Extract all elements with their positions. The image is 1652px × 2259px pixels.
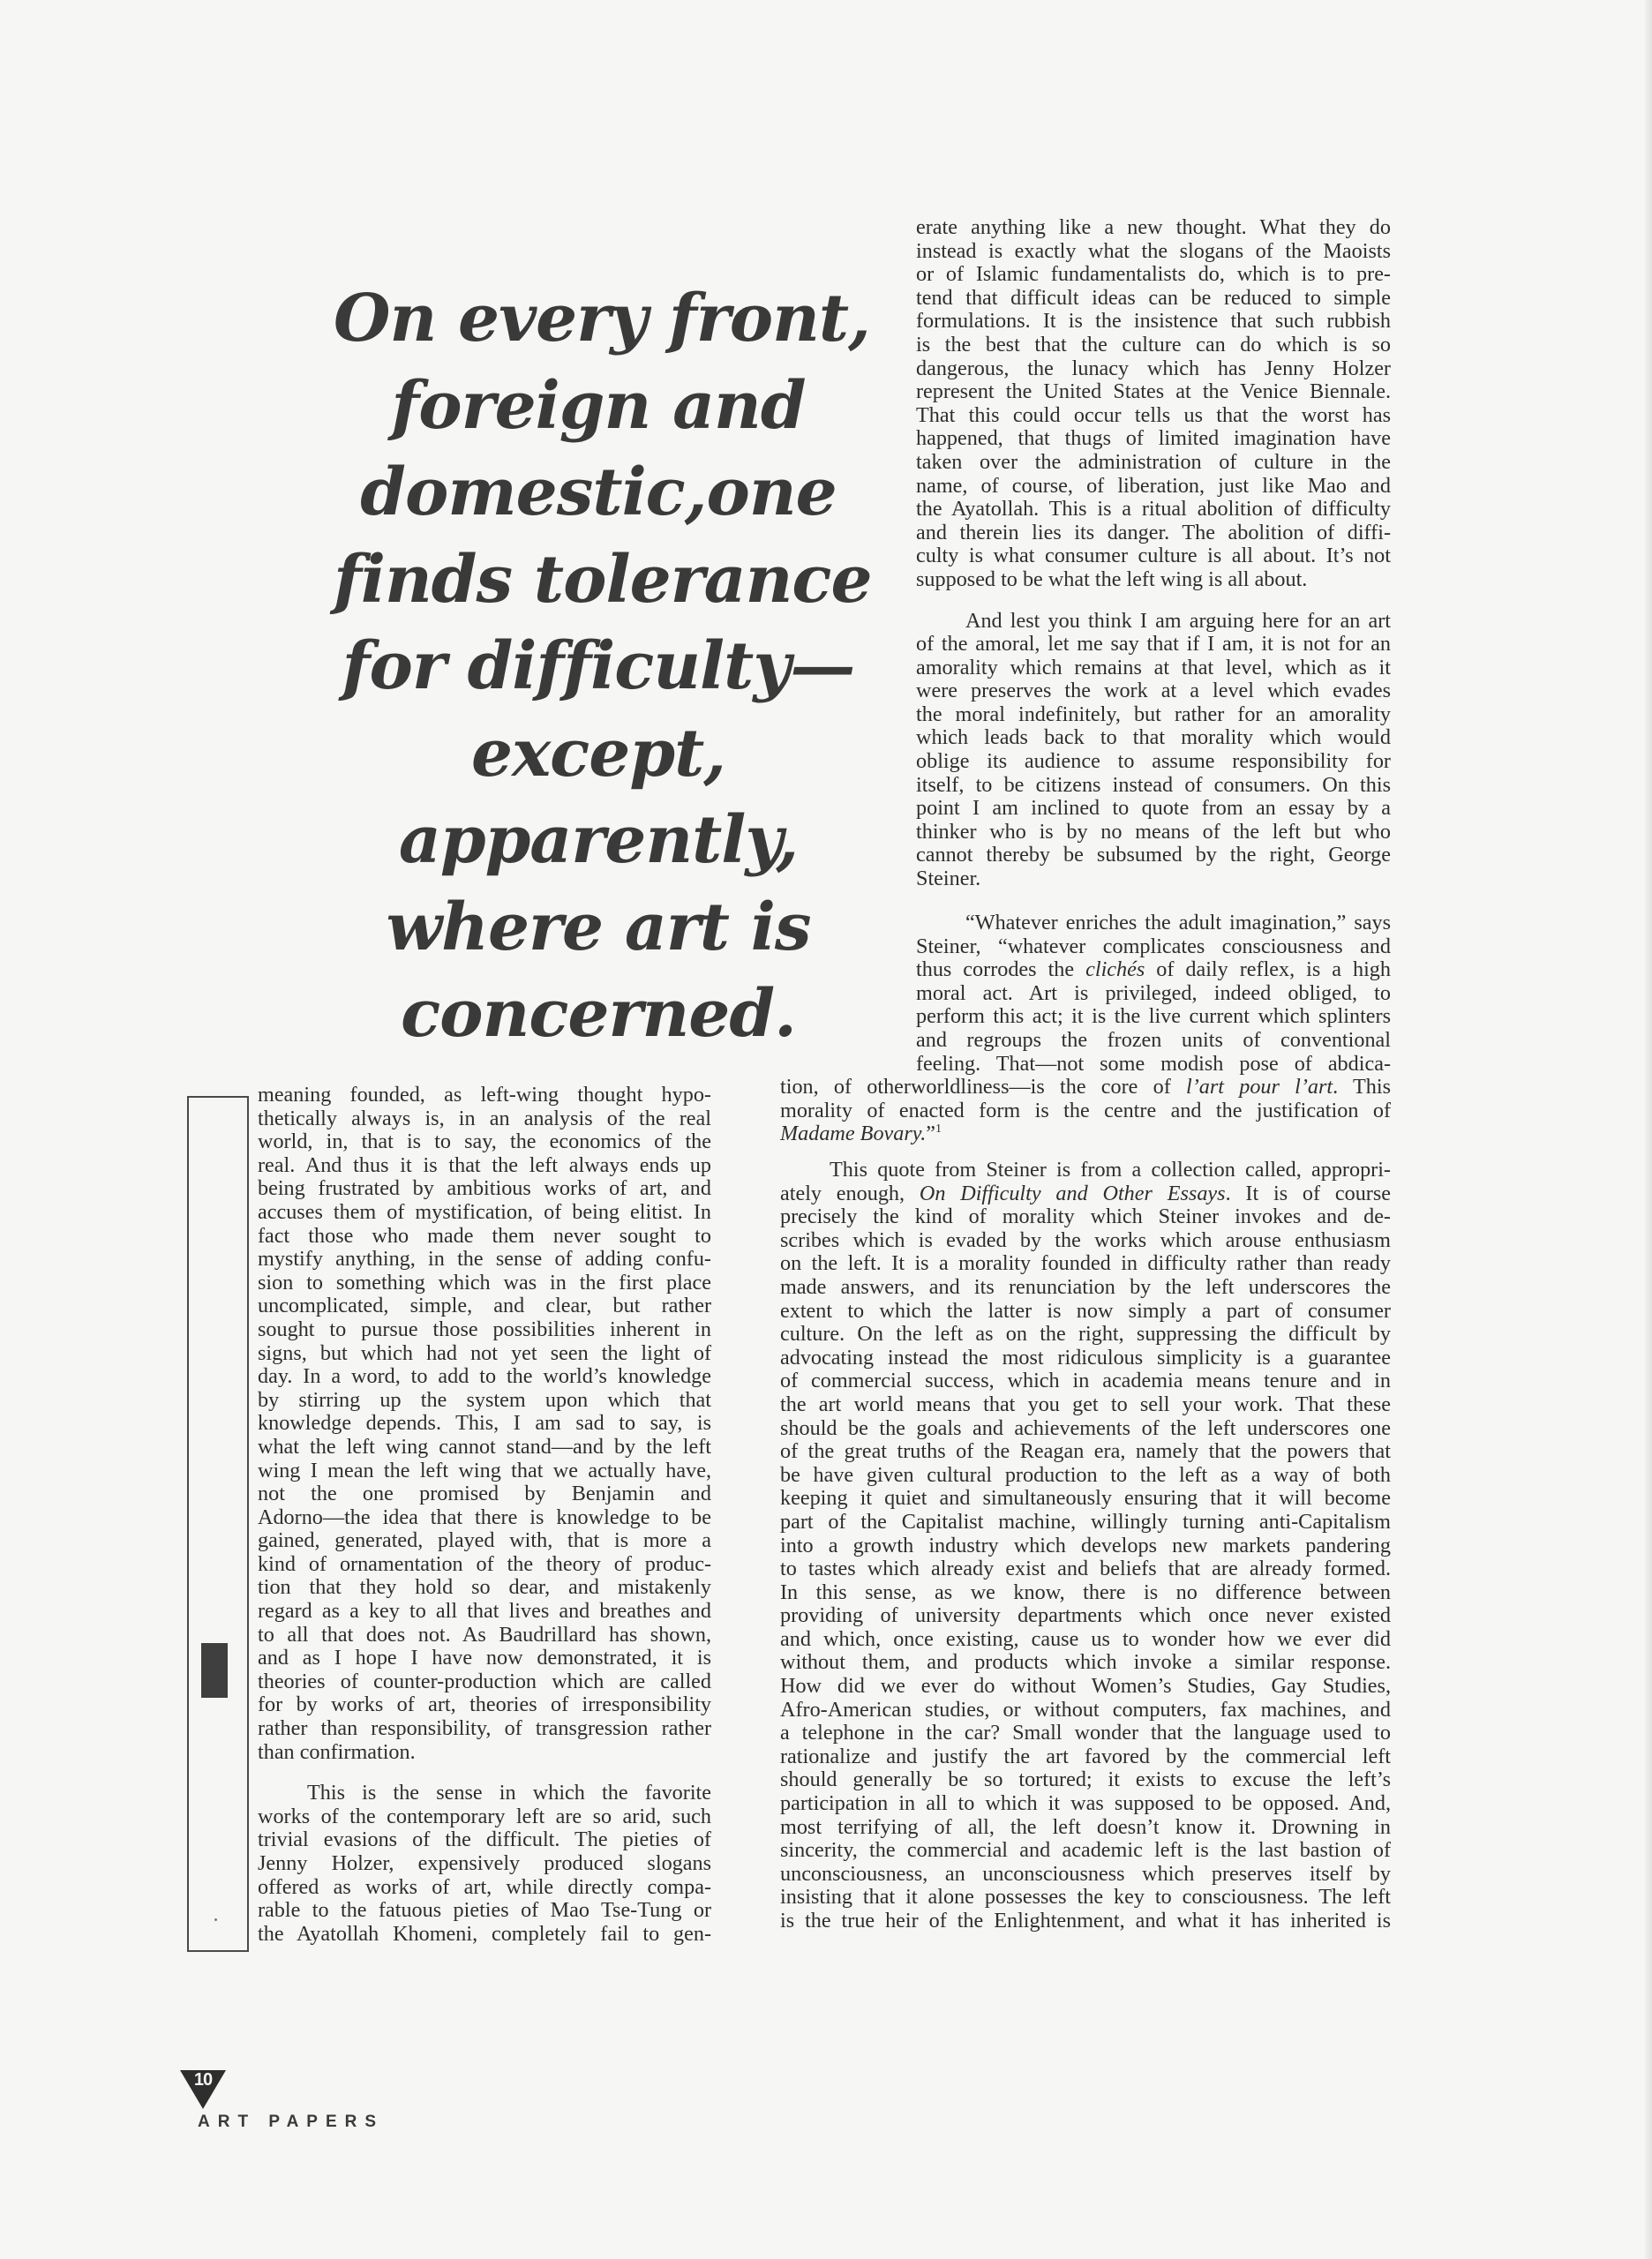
pull-quote — [334, 275, 872, 1058]
quote-line: Madame Bovary.”$^1$ — [780, 1122, 942, 1146]
pull-quote-line: for difficulty— — [342, 628, 855, 704]
text-line: ately enough, On Difficulty and Other Essays. It is of course — [780, 1181, 1392, 1205]
text-line: and regroups the frozen units of conventional — [916, 1027, 1391, 1052]
text-line: of the amoral, let me say that if I am, it is not for an — [916, 632, 1391, 657]
text-line: Jenny Holzer, expensively produced slogans — [258, 1851, 711, 1875]
text-line: participation in all to which it was supposed to be opposed. And, — [780, 1791, 1391, 1816]
text-line: by stirring up the system upon which that — [258, 1387, 711, 1412]
steiner-quote-paragraph — [916, 912, 1391, 1076]
text-line: sincerity, the commercial and academic left is the last bastion of — [780, 1838, 1391, 1863]
text-line: culture. On the left as on the right, suppressing the difficult by — [780, 1322, 1391, 1347]
text-line: And lest you think I am arguing here for an art — [965, 608, 1391, 633]
text-line: most terrifying of all, the left doesn’t know it. Drowning in — [780, 1814, 1391, 1839]
text-line: which leads back to that morality which would — [916, 725, 1391, 750]
quote-line: tion, of otherworldliness—is the core of l’art pour l’art. This — [780, 1075, 1391, 1099]
text-line: should generally be so tortured; it exists to excuse the left’s — [780, 1767, 1391, 1792]
text-line: to all that does not. As Baudrillard has shown, — [258, 1622, 711, 1647]
text-line: were preserves the work at a level which evades — [916, 679, 1391, 703]
text-line: scribes which is evaded by the works which arouse enthusiasm — [780, 1227, 1391, 1252]
text-line: on the left. It is a morality founded in difficulty rather than ready — [780, 1251, 1391, 1276]
text-line: rable to the fatuous pieties of Mao Tse-Tung or — [258, 1898, 711, 1923]
text-line: rationalize and justify the art favored by the commercial left — [780, 1744, 1391, 1768]
text-line: dangerous, the lunacy which has Jenny Holzer — [916, 356, 1391, 380]
footnote-marker[interactable]: 1 — [935, 1122, 942, 1137]
text-line: feeling. That—not some modish pose of abdica- — [916, 1051, 1391, 1076]
text-line: kind of ornamentation of the theory of produc- — [258, 1551, 711, 1576]
text-line: unconsciousness, an unconsciousness which preserves itself by — [780, 1861, 1391, 1886]
text-line: world, in, that is to say, the economics of the — [258, 1130, 711, 1154]
pull-quote-line: domestic,one — [360, 454, 837, 530]
text-line: erate anything like a new thought. What they do — [916, 215, 1391, 239]
text-line: perform this act; it is the live current which splinters — [916, 1004, 1391, 1029]
text-line: culty is what consumer culture is all about. It’s not — [916, 544, 1391, 568]
column-bracket-frame — [187, 1096, 249, 1952]
text-line: uncomplicated, simple, and clear, but rather — [258, 1294, 711, 1318]
text-line: not the one promised by Benjamin and — [258, 1482, 711, 1506]
text-line: theories of counter-production which are called — [258, 1669, 711, 1693]
text-line: Steiner, “whatever complicates consciousness and — [916, 934, 1391, 958]
text-line: the moral indefinitely, but rather for an amorality — [916, 702, 1391, 726]
text-line: to tastes which already exist and beliefs that are already formed. — [780, 1557, 1391, 1581]
pull-quote-line: concerned. — [401, 976, 796, 1052]
text-line: itself, to be citizens instead of consumers. On this — [916, 772, 1391, 797]
text-line: thus corrodes the clichés of daily reflex, is a high — [916, 957, 1391, 982]
text-line: advocating instead the most ridiculous simplicity is a guarantee — [780, 1345, 1391, 1370]
text-line: regard as a key to all that lives and breathes and — [258, 1599, 711, 1624]
column-marker-block — [201, 1643, 228, 1698]
paragraph — [258, 1782, 711, 1946]
paragraph — [916, 610, 1391, 891]
text-line: of the great truths of the Reagan era, namely that the powers that — [780, 1439, 1391, 1464]
steiner-quote-tail — [780, 1076, 1391, 1146]
book-title-italic: Madame Bovary. — [780, 1122, 927, 1146]
text-line: and as I hope I have now demonstrated, it is — [258, 1646, 711, 1670]
magazine-name: ART PAPERS — [198, 2113, 385, 2131]
text-line: gained, generated, played with, that is more a — [258, 1528, 711, 1553]
text-line: trivial evasions of the difficult. The pieties of — [258, 1827, 711, 1852]
text-line: or of Islamic fundamentalists do, which is to pre- — [916, 262, 1391, 287]
text-line: rather than responsibility, of transgression rather — [258, 1716, 711, 1741]
text-line: taken over the administration of culture in the — [916, 449, 1391, 474]
text-line: the Ayatollah Khomeni, completely fail to gen- — [258, 1921, 711, 1946]
text-line: “Whatever enriches the adult imagination,” says — [965, 911, 1391, 934]
text-line: signs, but which had not yet seen the light of — [258, 1340, 711, 1365]
text-line: keeping it quiet and simultaneously ensuring that it will become — [780, 1486, 1391, 1511]
book-title-italic: l’art pour l’art — [1186, 1075, 1333, 1099]
left-column-text — [258, 1084, 711, 1946]
text-line: Afro-American studies, or without computers, fax machines, and — [780, 1697, 1391, 1722]
text-line: tion that they hold so dear, and mistakenly — [258, 1575, 711, 1600]
page-number: 10 — [193, 2070, 213, 2090]
text-line: mystify anything, in the sense of adding confu- — [258, 1247, 711, 1272]
text-line: the Ayatollah. This is a ritual abolition of difficulty — [916, 497, 1391, 522]
text-line: than confirmation. — [258, 1739, 416, 1764]
text-line: extent to which the latter is now simply a part of consumer — [780, 1298, 1391, 1323]
text-line: works of the contemporary left are so arid, such — [258, 1804, 711, 1828]
text-line: cannot thereby be subsumed by the right, George — [916, 843, 1391, 867]
pull-quote-line: apparently, — [398, 802, 799, 878]
text-line: day. In a word, to add to the world’s knowledge — [258, 1364, 711, 1389]
text-line: fact those who made them never sought to — [258, 1223, 711, 1248]
text-line: moral act. Art is privileged, indeed obliged, to — [916, 980, 1391, 1005]
text-line: wing I mean the left wing that we actually have, — [258, 1458, 711, 1482]
pull-quote-line: finds tolerance — [334, 541, 872, 618]
quote-line: morality of enacted form is the centre and the justification of — [780, 1098, 1391, 1122]
text-line: name, of course, of liberation, just like Mao and — [916, 473, 1391, 498]
paragraph — [916, 216, 1391, 592]
text-line: offered as works of art, while directly compa- — [258, 1874, 711, 1899]
text-line: happened, that thugs of limited imagination have — [916, 426, 1391, 451]
text-line: what the left wing cannot stand—and by the left — [258, 1434, 711, 1459]
right-column-text — [916, 216, 1391, 891]
text-line: thinker who is by no means of the left but who — [916, 819, 1391, 844]
text-line: This quote from Steiner is from a collection called, appropri- — [830, 1158, 1391, 1182]
text-line: the art world means that you get to sell your work. That these — [780, 1392, 1391, 1416]
text-line: point I am inclined to quote from an essay by a — [916, 796, 1391, 821]
text-line: is the true heir of the Enlightenment, and what it has inherited is — [780, 1909, 1391, 1933]
text-line: Steiner. — [916, 867, 981, 891]
text-line: represent the United States at the Venice Biennale. — [916, 379, 1391, 404]
text-line: without them, and products which invoke a similar response. — [780, 1650, 1391, 1675]
pull-quote-line: where art is — [386, 889, 811, 965]
text-line: providing of university departments which once never existed — [780, 1603, 1391, 1628]
italic-word: clichés — [1085, 957, 1145, 982]
text-line: How did we ever do without Women’s Studies, Gay Studies, — [780, 1674, 1391, 1699]
text-line: Adorno—the idea that there is knowledge to be — [258, 1505, 711, 1529]
text-line: insisting that it alone possesses the key to consciousness. The left — [780, 1885, 1391, 1910]
text-line: part of the Capitalist machine, willingly turning anti-Capitalism — [780, 1509, 1391, 1534]
text-line: be have given cultural production to the left as a way of both — [780, 1462, 1391, 1487]
text-line: tend that difficult ideas can be reduced to simple — [916, 285, 1391, 310]
text-line: formulations. It is the insistence that such rubbish — [916, 309, 1391, 334]
text-line: is the best that the culture can do which is so — [916, 332, 1391, 356]
text-line: supposed to be what the left wing is all about. — [916, 567, 1308, 591]
text-line: oblige its audience to assume responsibility for — [916, 749, 1391, 774]
text-line: a telephone in the car? Small wonder that the language used to — [780, 1721, 1391, 1745]
speck-dot — [214, 1918, 217, 1921]
text-line: instead is exactly what the slogans of the Maoists — [916, 238, 1391, 263]
text-line: real. And thus it is that the left always ends up — [258, 1152, 711, 1177]
book-title-italic: On Difficulty and Other Essays — [919, 1181, 1226, 1205]
pull-quote-line: except, — [470, 715, 726, 792]
text-line: amorality which remains at that level, which as it — [916, 655, 1391, 679]
wide-paragraph — [780, 1159, 1391, 1933]
text-line: In this sense, as we know, there is no difference between — [780, 1580, 1391, 1604]
text-line: precisely the kind of morality which Steiner invokes and de- — [780, 1205, 1391, 1229]
text-line: knowledge depends. This, I am sad to say, is — [258, 1411, 711, 1436]
text-line: made answers, and its renunciation by the left underscores the — [780, 1274, 1391, 1299]
text-line: for by works of art, theories of irresponsibility — [258, 1692, 711, 1717]
text-line: and therein lies its danger. The abolition of diffi- — [916, 520, 1391, 544]
text-line: into a growth industry which develops new markets pandering — [780, 1533, 1391, 1557]
text-line: and which, once existing, cause us to wonder how we ever did — [780, 1626, 1391, 1651]
pull-quote-line: foreign and — [391, 367, 806, 444]
text-line: of commercial success, which in academia means tenure and in — [780, 1369, 1391, 1393]
text-line: This is the sense in which the favorite — [307, 1781, 711, 1805]
text-line: accuses them of mystification, of being elitist. In — [258, 1199, 711, 1224]
text-line: That this could occur tells us that the worst has — [916, 402, 1391, 427]
pull-quote-line: On every front, — [334, 281, 870, 356]
text-line: sion to something which was in the first place — [258, 1270, 711, 1295]
page-edge-shadow — [1645, 0, 1652, 2259]
text-line: thetically always is, in an analysis of the real — [258, 1106, 711, 1130]
text-line: sought to pursue those possibilities inherent in — [258, 1317, 711, 1341]
text-line: being frustrated by ambitious works of art, and — [258, 1176, 711, 1201]
text-line: should be the goals and achievements of the left underscores one — [780, 1415, 1391, 1440]
text-line: meaning founded, as left-wing thought hypo- — [258, 1083, 711, 1107]
paragraph — [258, 1084, 711, 1764]
